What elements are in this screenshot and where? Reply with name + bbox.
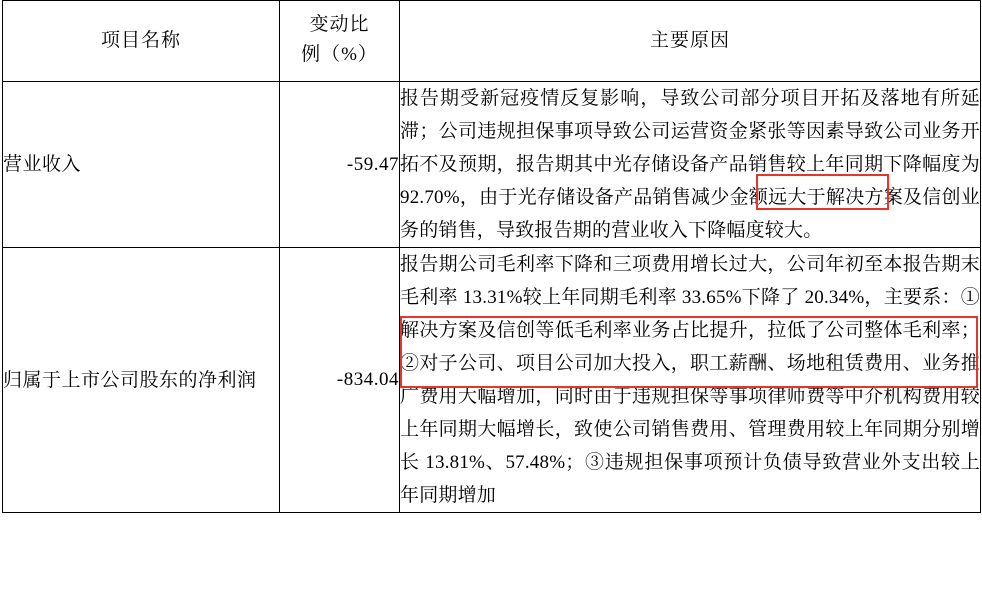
column-header-item-name: 项目名称 bbox=[3, 1, 280, 82]
table-row bbox=[3, 248, 981, 513]
row-ratio-net-profit: -834.04 bbox=[280, 248, 400, 513]
row-reason-revenue: 报告期受新冠疫情反复影响，导致公司部分项目开拓及落地有所延滞；公司违规担保事项导致公司运营资金紧张等因素导致公司业务开拓不及预期，报告期其中光存储设备产品销售较上年同期下降幅度为 92.70%，由于光存储设备产品销售减少金额远大于解决方案及信创业务的销售，导致报告期的营业收入下降幅度较大。 bbox=[400, 82, 981, 248]
table-header-row bbox=[3, 1, 981, 82]
column-header-change-ratio bbox=[280, 1, 400, 82]
row-ratio-revenue: -59.47 bbox=[280, 82, 400, 248]
column-header-change-ratio-line2: 例（%） bbox=[301, 44, 378, 65]
row-reason-net-profit: 报告期公司毛利率下降和三项费用增长过大，公司年初至本报告期末毛利率 13.31%较上年同期毛利率 33.65%下降了 20.34%，主要系：①解决方案及信创等低毛利率业务占比提升，拉低了公司整体毛利率；②对子公司、项目公司加大投入，职工薪酬、场地租赁费用、业务推广费用大幅增加，同时由于违规担保等事项律师费等中介机构费用较上年同期大幅增长，致使公司销售费用、管理费用较上年同期分别增长 13.81%、57.48%；③违规担保事项预计负债导致营业外支出较上年同期增加 bbox=[400, 248, 981, 513]
column-header-main-reason: 主要原因 bbox=[400, 1, 981, 82]
financial-change-table bbox=[2, 0, 981, 513]
table-row bbox=[3, 82, 981, 248]
column-header-change-ratio-line1: 变动比 bbox=[309, 14, 370, 35]
row-item-name-revenue: 营业收入 bbox=[3, 82, 280, 248]
row-item-name-net-profit: 归属于上市公司股东的净利润 bbox=[3, 248, 280, 513]
